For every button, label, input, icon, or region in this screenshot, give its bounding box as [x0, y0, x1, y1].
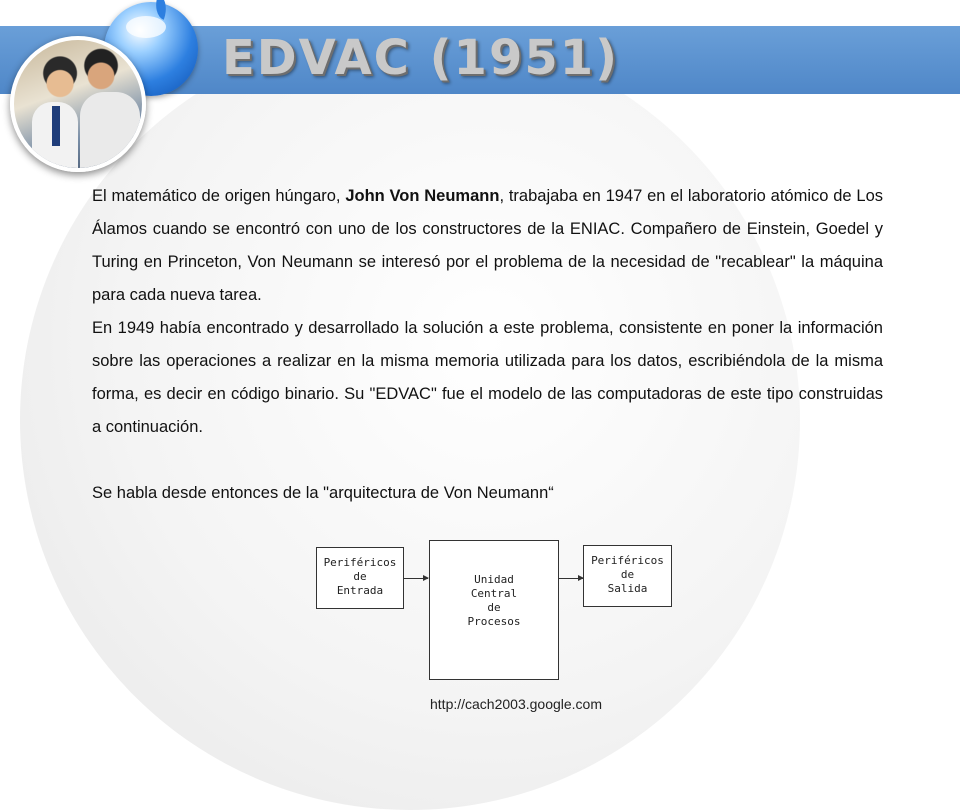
body-text	[92, 180, 883, 510]
paragraph-2: En 1949 había encontrado y desarrollado la solución a este problema, consistente en poner la información sobre las operaciones a realizar en la misma memoria utilizada para los datos, escribiéndola de la misma forma, es decir en código binario. Su "EDVAC" fue el modelo de las computadoras de este tipo construidas a continuación.	[92, 319, 883, 436]
source-url: http://cach2003.google.com	[430, 696, 603, 712]
paragraph-1: El matemático de origen húngaro, John Von Neumann, trabajaba en 1947 en el laboratorio atómico de Los Álamos cuando se encontró con uno de los constructores de la ENIAC. Compañero de Einstein, Goedel y Turing en Princeton, Von Neumann se interesó por el problema de la necesidad de "recablear" la máquina para cada nueva tarea.	[92, 187, 883, 304]
cpu-box: Unidad Central de Procesos	[429, 540, 559, 680]
input-peripherals-box: Periféricos de Entrada	[316, 547, 404, 609]
slide-title: EDVAC (1951)	[222, 30, 620, 86]
arrow-cpu-to-output	[559, 578, 583, 579]
arrow-input-to-cpu	[404, 578, 428, 579]
name-john-von-neumann: John Von Neumann	[345, 187, 500, 205]
people-photo	[10, 36, 146, 172]
output-peripherals-box: Periféricos de Salida	[583, 545, 672, 607]
tie	[52, 106, 60, 146]
paragraph-3: Se habla desde entonces de la "arquitectura de Von Neumann“	[92, 484, 554, 502]
person-right	[80, 92, 140, 172]
bubble-highlight	[126, 16, 166, 38]
